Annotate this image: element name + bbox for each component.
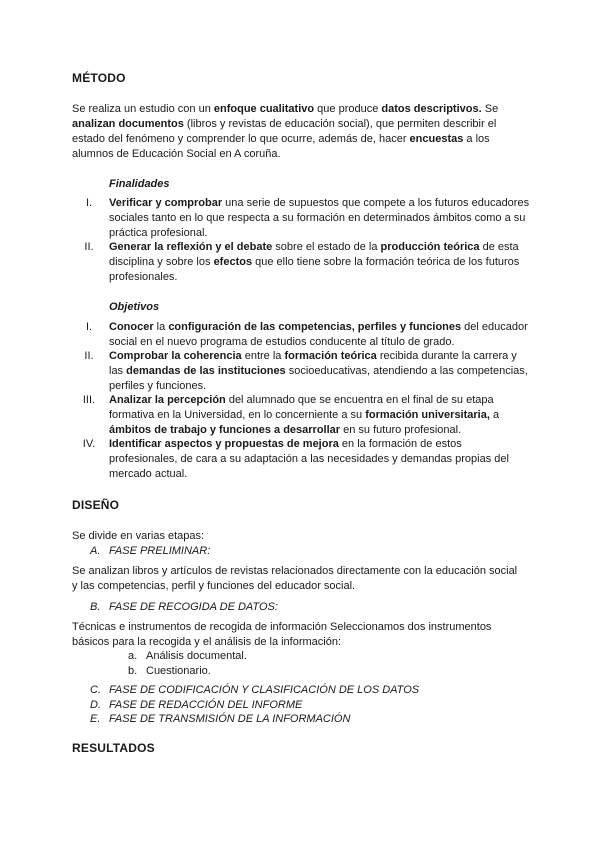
text-run: que ello tiene sobre la formación teórica de los futuros profesionales. bbox=[109, 256, 520, 283]
objetivo-item-3: III. Analizar la percepción del alumnado que se encuentra en el final de su etapa formativa en la Universidad, en lo concerniente a su formación universitaria, a ámbitos de trabajo y funciones a desarrollar en su futuro profesional. bbox=[82, 394, 500, 436]
bold-text: formación universitaria, bbox=[365, 409, 490, 421]
objetivo-item-2: II. Comprobar la coherencia entre la formación teórica recibida durante la carrera y las demandas de las instituciones socioeducativas, atendiendo a las competencias, perfiles y funciones. bbox=[84, 350, 528, 392]
bold-text: formación teórica bbox=[284, 350, 377, 362]
text-run: una serie de supuestos que compete a los futuros educadores sociales tanto en lo que respecta a su formación en determinados ámbitos como a su práctica profesional. bbox=[109, 197, 530, 239]
text-run: Se realiza un estudio con un bbox=[72, 103, 214, 115]
text-run: a los alumnos de Educación Social en A coruña. bbox=[72, 133, 490, 160]
objetivos-heading: Objetivos bbox=[109, 301, 160, 313]
phase-a-text: Se analizan libros y artículos de revistas relacionados directamente con la educación social y las competencias, perfil y funciones del educador social. bbox=[72, 565, 518, 592]
bold-text: analizan documentos bbox=[72, 118, 184, 130]
text-run: que produce bbox=[314, 103, 382, 115]
bold-text: Generar la reflexión y el debate bbox=[109, 241, 273, 253]
bold-text: Comprobar la coherencia bbox=[109, 350, 242, 362]
finalidades-heading: Finalidades bbox=[109, 178, 170, 190]
text-run: del alumnado que se encuentra en el final de su etapa formativa en la Universidad, en lo concerniente a su bbox=[109, 394, 494, 421]
resultados-heading: RESULTADOS bbox=[72, 741, 155, 755]
bold-text: encuestas bbox=[409, 133, 464, 145]
bold-text: producción teórica bbox=[380, 241, 480, 253]
phase-e: E. FASE DE TRANSMISIÓN DE LA INFORMACIÓN bbox=[90, 713, 351, 725]
bold-text: ámbitos de trabajo y funciones a desarrollar bbox=[109, 424, 341, 436]
diseno-heading: DISEÑO bbox=[72, 498, 120, 512]
phase-c: C. FASE DE CODIFICACIÓN Y CLASIFICACIÓN DE LOS DATOS bbox=[90, 684, 420, 696]
bold-text: configuración de las competencias, perfiles y funciones bbox=[168, 321, 462, 333]
text-run: de esta disciplina y sobre los bbox=[109, 241, 519, 268]
text-run: (libros y revistas de educación social), que permiten describir el estado del fenómeno y comprender lo que ocurre, además de, hacer bbox=[72, 118, 497, 145]
instrument-item-b: b. Cuestionario. bbox=[128, 665, 211, 677]
text-run: en la formación de estos profesionales, de cara a su adaptación a las necesidades y demandas propias del mercado actual. bbox=[109, 438, 509, 480]
text-run: recibida durante la carrera y las bbox=[109, 350, 517, 377]
finalidad-item-1: I. Verificar y comprobar una serie de supuestos que compete a los futuros educadores sociales tanto en lo que respecta a su formación en determinados ámbitos como a su práctica profesional. bbox=[85, 197, 530, 239]
phase-d: D. FASE DE REDACCIÓN DEL INFORME bbox=[90, 699, 303, 711]
objetivo-item-1: I. Conocer la configuración de las competencias, perfiles y funciones del educador social en el nuevo programa de estudios conducente al título de grado. bbox=[85, 321, 528, 348]
phase-b: B. FASE DE RECOGIDA DE DATOS: bbox=[90, 601, 278, 613]
diseno-intro: Se divide en varias etapas: bbox=[72, 530, 205, 542]
text-run: sobre el estado de la bbox=[272, 241, 381, 253]
bold-text: Verificar y comprobar bbox=[109, 197, 223, 209]
phase-a: A. FASE PRELIMINAR: bbox=[90, 545, 211, 557]
metodo-intro bbox=[72, 102, 524, 162]
metodo-heading: MÉTODO bbox=[72, 71, 126, 85]
finalidad-item-2: II. Generar la reflexión y el debate sobre el estado de la producción teórica de esta disciplina y sobre los efectos que ello tiene sobre la formación teórica de los futuros profesionales. bbox=[84, 241, 520, 283]
text-run: Se bbox=[481, 103, 499, 115]
text-run: la bbox=[153, 321, 169, 333]
text-run: del educador social en el nuevo programa de estudios conducente al título de grado. bbox=[109, 321, 528, 348]
bold-text: efectos bbox=[213, 256, 253, 268]
phase-b-text: Técnicas e instrumentos de recogida de información Seleccionamos dos instrumentos básicos para la recogida y el análisis de la información: bbox=[72, 621, 492, 648]
bold-text: enfoque cualitativo bbox=[213, 103, 315, 115]
bold-text: datos descriptivos. bbox=[381, 103, 482, 115]
text-run: a bbox=[489, 409, 500, 421]
objetivo-item-4: IV. Identificar aspectos y propuestas de mejora en la formación de estos profesionales, de cara a su adaptación a las necesidades y demandas propias del mercado actual. bbox=[82, 438, 509, 480]
bold-text: demandas de las instituciones bbox=[126, 365, 286, 377]
text-run: entre la bbox=[241, 350, 285, 362]
instrument-item-a: a. Análisis documental. bbox=[128, 650, 247, 662]
text-run: socioeducativas, atendiendo a las competencias, perfiles y funciones. bbox=[109, 365, 528, 392]
bold-text: Identificar aspectos y propuestas de mejora bbox=[109, 438, 339, 450]
text-run: en su futuro profesional. bbox=[340, 424, 462, 436]
bold-text: Analizar la percepción bbox=[109, 394, 226, 406]
bold-text: Conocer bbox=[109, 321, 154, 333]
